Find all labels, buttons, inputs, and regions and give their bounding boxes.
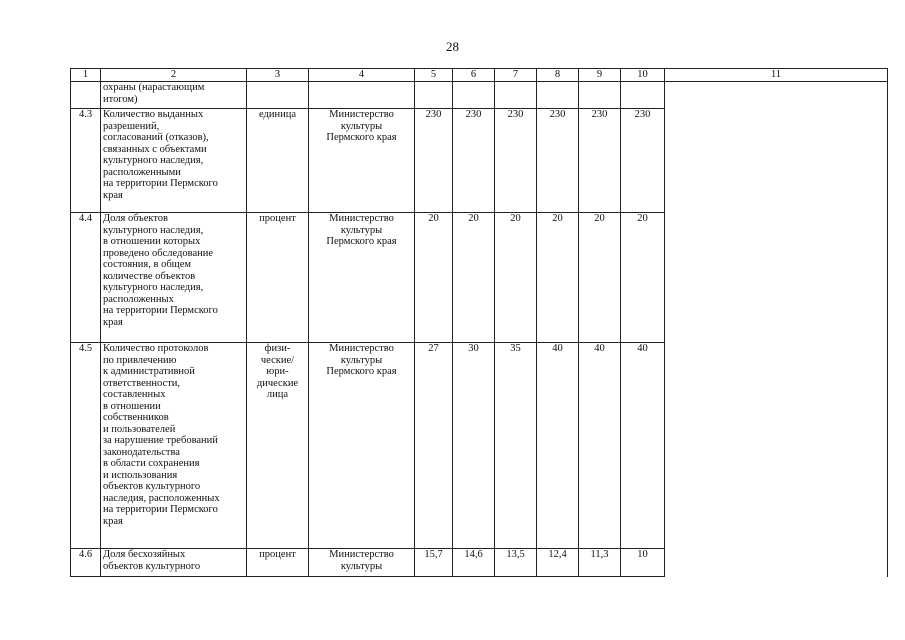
indicator-name: Количество выданных разрешений, согласований (отказов), связанных с объектами культурного наследия, расположенными на территории Пермского края (101, 109, 247, 213)
unit-cell: единица (247, 109, 309, 213)
header-cell-5: 5 (415, 69, 453, 82)
header-cell-7: 7 (495, 69, 537, 82)
value-cell: 230 (579, 109, 621, 213)
header-cell-11: 11 (665, 69, 888, 82)
unit-cell (247, 82, 309, 109)
page-number: 28 (446, 39, 459, 54)
responsible-org: Министерство культуры Пермского края (309, 343, 415, 549)
indicator-name: Доля объектов культурного наследия, в отношении которых проведено обследование состояния, в общем количестве объектов культурного наследия, расположенных на территории Пермского края (101, 213, 247, 343)
value-cell: 30 (453, 343, 495, 549)
header-cell-8: 8 (537, 69, 579, 82)
column-11-cell (665, 82, 888, 577)
value-cell: 20 (621, 213, 665, 343)
value-cell: 15,7 (415, 549, 453, 577)
value-cell: 20 (495, 213, 537, 343)
row-number: 4.5 (71, 343, 101, 549)
value-cell (453, 82, 495, 109)
header-cell-3: 3 (247, 69, 309, 82)
value-cell: 40 (579, 343, 621, 549)
row-number: 4.6 (71, 549, 101, 577)
header-cell-1: 1 (71, 69, 101, 82)
header-cell-2: 2 (101, 69, 247, 82)
value-cell: 10 (621, 549, 665, 577)
row-number (71, 82, 101, 109)
value-cell: 20 (537, 213, 579, 343)
value-cell: 35 (495, 343, 537, 549)
value-cell: 230 (453, 109, 495, 213)
table-row (71, 82, 888, 109)
indicator-name: Доля бесхозяйных объектов культурного (101, 549, 247, 577)
value-cell: 20 (415, 213, 453, 343)
responsible-org (309, 82, 415, 109)
header-cell-10: 10 (621, 69, 665, 82)
header-cell-4: 4 (309, 69, 415, 82)
responsible-org: Министерство культуры Пермского края (309, 213, 415, 343)
value-cell: 230 (621, 109, 665, 213)
unit-cell: процент (247, 549, 309, 577)
value-cell (537, 82, 579, 109)
value-cell (495, 82, 537, 109)
indicator-name: охраны (нарастающим итогом) (101, 82, 247, 109)
indicators-table (70, 68, 888, 577)
value-cell: 230 (495, 109, 537, 213)
unit-cell: физи- ческие/ юри- дические лица (247, 343, 309, 549)
value-cell: 14,6 (453, 549, 495, 577)
header-cell-6: 6 (453, 69, 495, 82)
value-cell: 13,5 (495, 549, 537, 577)
value-cell: 27 (415, 343, 453, 549)
value-cell: 40 (621, 343, 665, 549)
value-cell: 230 (415, 109, 453, 213)
indicator-name: Количество протоколов по привлечению к административной ответственности, составленных в отношении собственников и пользователей за нарушение требований законодательства в области сохранения и использования объектов культурного наследия, расположенных на территории Пермского края (101, 343, 247, 549)
value-cell: 40 (537, 343, 579, 549)
header-row (71, 69, 888, 82)
value-cell: 20 (579, 213, 621, 343)
unit-cell: процент (247, 213, 309, 343)
value-cell (621, 82, 665, 109)
value-cell: 11,3 (579, 549, 621, 577)
responsible-org: Министерство культуры (309, 549, 415, 577)
header-cell-9: 9 (579, 69, 621, 82)
responsible-org: Министерство культуры Пермского края (309, 109, 415, 213)
value-cell (415, 82, 453, 109)
value-cell: 12,4 (537, 549, 579, 577)
value-cell (579, 82, 621, 109)
row-number: 4.4 (71, 213, 101, 343)
row-number: 4.3 (71, 109, 101, 213)
value-cell: 20 (453, 213, 495, 343)
value-cell: 230 (537, 109, 579, 213)
